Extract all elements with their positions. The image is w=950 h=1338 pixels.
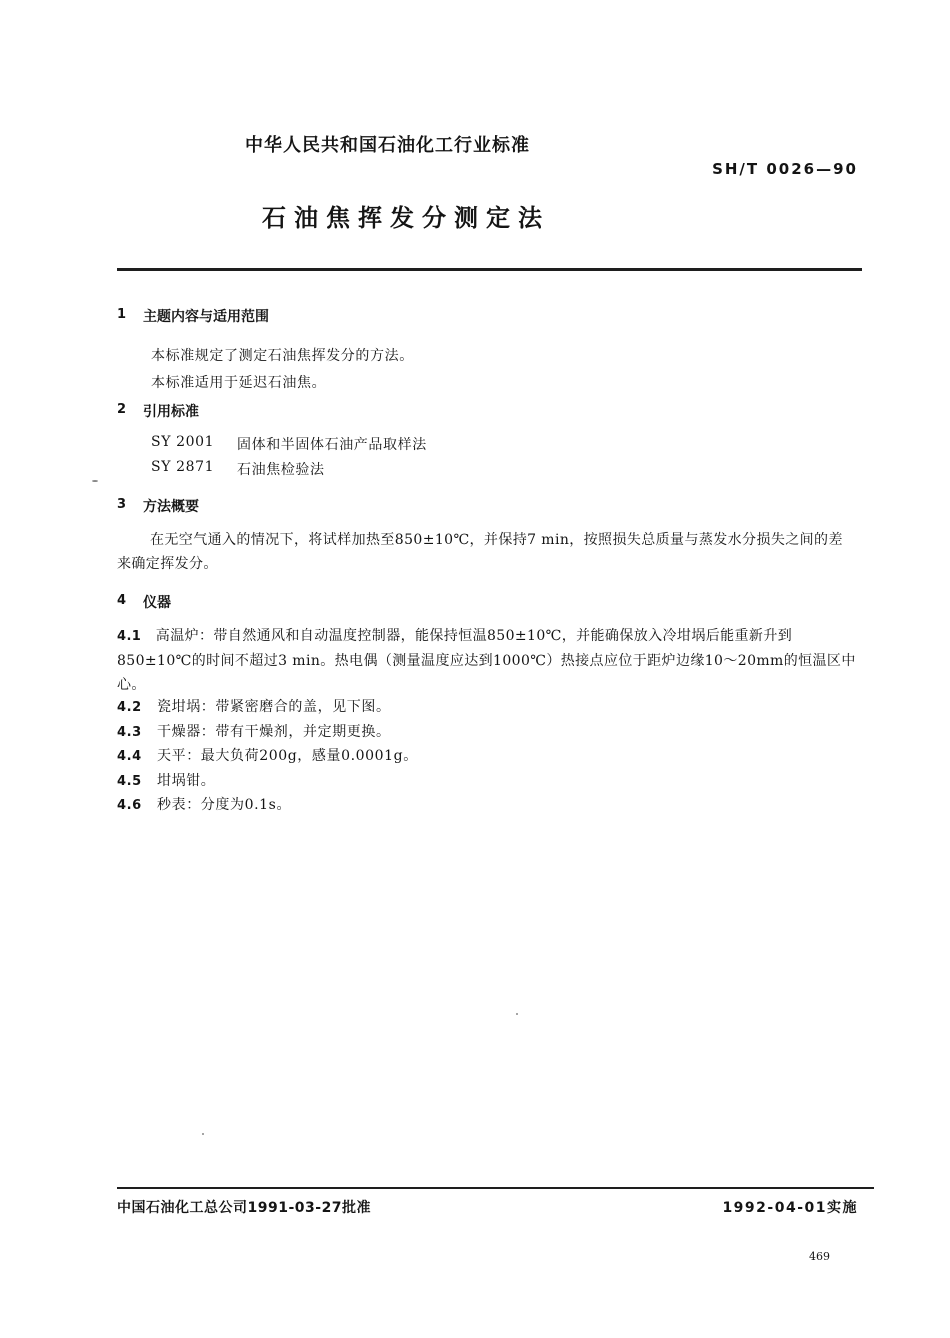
instrument-item: [117, 624, 857, 697]
item-number: 4.4: [117, 749, 142, 764]
reference-code: SY 2001: [151, 434, 215, 450]
item-number: 4.3: [117, 725, 142, 740]
item-text: 秒表：分度为0.1s。: [157, 797, 292, 813]
section-4-number: 4: [117, 593, 127, 608]
item-text: 天平：最大负荷200g，感量0.0001g。: [157, 748, 418, 764]
footer-rule: [117, 1187, 874, 1189]
scan-speck: [202, 1133, 204, 1135]
section-2-number: 2: [117, 402, 127, 417]
instrument-item: [117, 745, 418, 765]
header-rule: [117, 268, 862, 271]
section-1-title: 主题内容与适用范围: [143, 309, 269, 325]
item-text: 高温炉：带自然通风和自动温度控制器，能保持恒温850±10℃，并能确保放入冷坩埚后能重新升到850±10℃的时间不超过3 min。热电偶（测量温度应达到1000℃）热接点应位于距炉边缘10～20mm的恒温区中心。: [117, 628, 856, 693]
section-3-number: 3: [117, 497, 127, 512]
instrument-item: [117, 770, 215, 790]
approval-date: 中国石油化工总公司1991-03-27批准: [117, 1200, 372, 1216]
section-1-number: 1: [117, 307, 127, 322]
instrument-item: [117, 721, 391, 741]
scan-speck: [92, 480, 98, 482]
section-2-title: 引用标准: [143, 404, 199, 420]
standard-code: SH/T 0026—90: [712, 160, 858, 178]
reference-name: 石油焦检验法: [237, 462, 325, 478]
item-text: 坩埚钳。: [157, 773, 216, 789]
section-4-title: 仪器: [143, 595, 171, 611]
item-number: 4.1: [117, 629, 142, 644]
section-1-paragraph: 本标准适用于延迟石油焦。: [151, 375, 327, 391]
reference-name: 固体和半固体石油产品取样法: [237, 437, 427, 453]
instrument-item: [117, 696, 391, 716]
scan-speck: [516, 1013, 518, 1015]
section-3-paragraph: 在无空气通入的情况下，将试样加热至850±10℃，并保持7 min，按照损失总质量与蒸发水分损失之间的差来确定挥发分。: [117, 532, 843, 572]
item-text: 干燥器：带有干燥剂，并定期更换。: [157, 724, 391, 740]
document-title: 石油焦挥发分测定法: [262, 204, 550, 232]
industry-standard-heading: 中华人民共和国石油化工行业标准: [245, 135, 530, 156]
page-number: 469: [809, 1250, 830, 1263]
section-3-title: 方法概要: [143, 499, 199, 515]
section-1-paragraph: 本标准规定了测定石油焦挥发分的方法。: [151, 348, 414, 364]
instrument-item: [117, 794, 291, 814]
reference-code: SY 2871: [151, 459, 215, 475]
item-number: 4.6: [117, 798, 142, 813]
item-number: 4.5: [117, 774, 142, 789]
item-text: 瓷坩埚：带紧密磨合的盖，见下图。: [157, 699, 391, 715]
item-number: 4.2: [117, 700, 142, 715]
implementation-date: 1992-04-01实施: [722, 1200, 858, 1216]
